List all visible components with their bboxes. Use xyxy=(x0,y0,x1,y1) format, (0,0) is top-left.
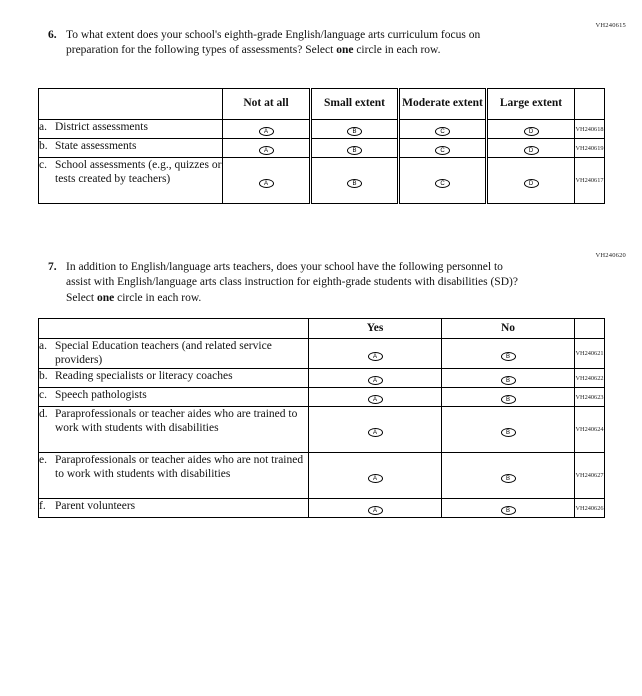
answer-oval[interactable]: B xyxy=(501,376,516,385)
answer-oval[interactable]: B xyxy=(347,179,362,188)
q6-c-not-at-all-cell xyxy=(223,158,311,204)
q7-c-yes-cell xyxy=(309,388,442,407)
question-7-text-bold: one xyxy=(96,291,115,304)
question-6-number: 6. xyxy=(48,29,57,41)
answer-oval[interactable]: B xyxy=(501,352,516,361)
q7-c-no-cell xyxy=(442,388,575,407)
q7-a-no-cell xyxy=(442,339,575,369)
row-label-cell xyxy=(39,453,309,499)
answer-oval[interactable]: B xyxy=(501,428,516,437)
q6-a-large-extent-cell xyxy=(487,120,575,139)
answer-oval[interactable]: B xyxy=(501,395,516,404)
q6-table xyxy=(38,88,605,204)
question-6-text-part1: To what extent does your school's eighth-grade English/language arts curriculum focus on preparation for the following types of assessments? Select xyxy=(66,29,481,57)
answer-oval[interactable]: B xyxy=(347,127,362,136)
row-letter: a. xyxy=(39,340,47,352)
table-row xyxy=(39,120,605,139)
answer-oval[interactable]: B xyxy=(501,474,516,483)
q6-header-not-at-all: Not at all xyxy=(223,89,311,120)
q6-header-moderate-extent: Moderate extent xyxy=(399,89,487,120)
row-letter: f. xyxy=(39,500,46,512)
row-label: Paraprofessionals or teacher aides who are trained to work with students with disabilities xyxy=(55,408,298,435)
question-6-var-code: VH240615 xyxy=(595,22,626,29)
q6-c-moderate-extent-cell xyxy=(399,158,487,204)
q7-b-yes-cell xyxy=(309,369,442,388)
row-label: Speech pathologists xyxy=(55,389,147,401)
answer-oval[interactable]: C xyxy=(435,146,450,155)
row-code: VH240621 xyxy=(575,339,605,369)
row-code: VH240619 xyxy=(575,139,605,158)
table-row xyxy=(39,453,605,499)
row-label: School assessments (e.g., quizzes or tests created by teachers) xyxy=(55,159,222,186)
q6-c-large-extent-cell xyxy=(487,158,575,204)
answer-oval[interactable]: D xyxy=(524,146,539,155)
q7-header-no: No xyxy=(442,319,575,339)
question-6-text-part2: circle in each row. xyxy=(353,44,441,57)
q7-e-yes-cell xyxy=(309,453,442,499)
row-code: VH240618 xyxy=(575,120,605,139)
table-row xyxy=(39,407,605,453)
row-code: VH240623 xyxy=(575,388,605,407)
answer-oval[interactable]: A xyxy=(259,179,274,188)
q6-b-not-at-all-cell xyxy=(223,139,311,158)
answer-oval[interactable]: C xyxy=(435,127,450,136)
table-row xyxy=(39,388,605,407)
row-code: VH240617 xyxy=(575,158,605,204)
q7-table xyxy=(38,318,605,518)
row-label: Reading specialists or literacy coaches xyxy=(55,370,233,382)
question-7 xyxy=(48,260,518,306)
q6-c-small-extent-cell xyxy=(311,158,399,204)
row-code: VH240622 xyxy=(575,369,605,388)
row-letter: d. xyxy=(39,408,48,420)
answer-oval[interactable]: C xyxy=(435,179,450,188)
row-letter: e. xyxy=(39,454,47,466)
q7-d-no-cell xyxy=(442,407,575,453)
answer-oval[interactable]: D xyxy=(524,127,539,136)
answer-oval[interactable]: A xyxy=(368,506,383,515)
q6-a-moderate-extent-cell xyxy=(399,120,487,139)
q7-header-yes: Yes xyxy=(309,319,442,339)
row-label-cell xyxy=(39,120,223,139)
table-row xyxy=(39,339,605,369)
answer-oval[interactable]: A xyxy=(259,146,274,155)
answer-oval[interactable]: D xyxy=(524,179,539,188)
q6-header-large-extent: Large extent xyxy=(487,89,575,120)
row-label-cell xyxy=(39,499,309,518)
row-letter: a. xyxy=(39,121,47,133)
question-6-text xyxy=(66,28,518,59)
q7-d-yes-cell xyxy=(309,407,442,453)
q6-header-blank xyxy=(39,89,223,120)
table-row xyxy=(39,158,605,204)
row-label-cell xyxy=(39,388,309,407)
q6-b-small-extent-cell xyxy=(311,139,399,158)
row-code: VH240624 xyxy=(575,407,605,453)
q7-header-row xyxy=(39,319,605,339)
answer-oval[interactable]: A xyxy=(368,474,383,483)
row-letter: b. xyxy=(39,140,48,152)
row-label: District assessments xyxy=(55,121,148,133)
q7-a-yes-cell xyxy=(309,339,442,369)
row-letter: c. xyxy=(39,389,47,401)
q7-b-no-cell xyxy=(442,369,575,388)
q6-header-code-blank xyxy=(575,89,605,120)
question-6 xyxy=(48,28,518,59)
answer-oval[interactable]: A xyxy=(368,352,383,361)
answer-oval[interactable]: A xyxy=(368,428,383,437)
row-label: Parent volunteers xyxy=(55,500,136,512)
row-letter: c. xyxy=(39,159,47,171)
q6-header-row xyxy=(39,89,605,120)
q7-f-no-cell xyxy=(442,499,575,518)
q6-b-large-extent-cell xyxy=(487,139,575,158)
row-code: VH240627 xyxy=(575,453,605,499)
row-label-cell xyxy=(39,369,309,388)
row-label-cell xyxy=(39,407,309,453)
question-7-number: 7. xyxy=(48,261,57,273)
question-7-text-part2: circle in each row. xyxy=(114,291,202,304)
answer-oval[interactable]: A xyxy=(368,376,383,385)
row-letter: b. xyxy=(39,370,48,382)
table-row xyxy=(39,499,605,518)
row-label: State assessments xyxy=(55,140,137,152)
q7-header-blank xyxy=(39,319,309,339)
q6-header-small-extent: Small extent xyxy=(311,89,399,120)
q7-header-code-blank xyxy=(575,319,605,339)
question-7-var-code: VH240620 xyxy=(595,252,626,259)
question-7-text xyxy=(66,260,518,306)
table-row xyxy=(39,369,605,388)
row-label-cell xyxy=(39,139,223,158)
q7-e-no-cell xyxy=(442,453,575,499)
q6-a-not-at-all-cell xyxy=(223,120,311,139)
row-label: Special Education teachers (and related service providers) xyxy=(55,340,272,367)
answer-oval[interactable]: A xyxy=(368,395,383,404)
row-label-cell xyxy=(39,339,309,369)
q6-b-moderate-extent-cell xyxy=(399,139,487,158)
row-code: VH240626 xyxy=(575,499,605,518)
answer-oval[interactable]: A xyxy=(259,127,274,136)
row-label-cell xyxy=(39,158,223,204)
answer-oval[interactable]: B xyxy=(501,506,516,515)
answer-oval[interactable]: B xyxy=(347,146,362,155)
q6-a-small-extent-cell xyxy=(311,120,399,139)
question-7-text-part1: In addition to English/language arts teachers, does your school have the following personnel to assist with English/language arts class instruction for eighth-grade students with disabilities (SD)? Select xyxy=(66,261,518,304)
question-6-text-bold: one xyxy=(336,44,354,57)
q7-f-yes-cell xyxy=(309,499,442,518)
row-label: Paraprofessionals or teacher aides who are not trained to work with students with disabilities xyxy=(55,454,304,481)
table-row xyxy=(39,139,605,158)
